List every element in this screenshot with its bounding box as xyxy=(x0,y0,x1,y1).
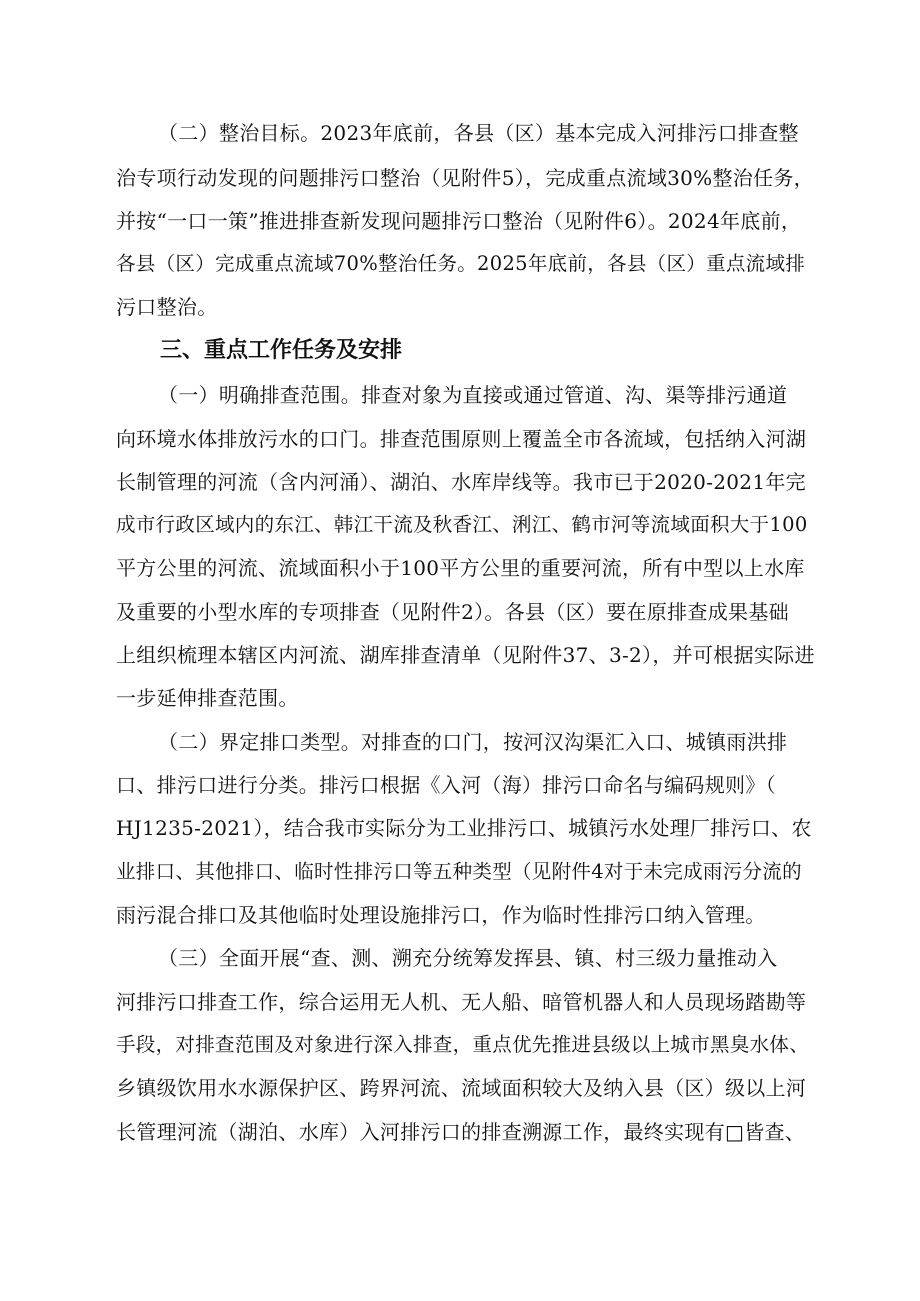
section-heading: 三、重点工作任务及安排 xyxy=(160,338,403,363)
paragraph-line: 雨污混合排口及其他临时处理设施排污口，作为临时性排污口纳入管理。 xyxy=(116,903,766,927)
paragraph-line: 治专项行动发现的问题排污口整治（见附件5），完成重点流域30%整治任务， xyxy=(116,166,814,190)
paragraph-line: 手段，对排查范围及对象进行深入排查，重点优先推进县级以上城市黑臭水体、 xyxy=(116,1033,810,1056)
paragraph-line: 并按“一口一策”推进排查新发现问题排污口整治（见附件6）。2024年底前， xyxy=(116,209,802,233)
paragraph-line: 一步延伸排查范围。 xyxy=(116,686,299,710)
paragraph-line: 上组织梳理本辖区内河流、湖库排查清单（见附件37、3-2），并可根据实际进 xyxy=(116,643,815,667)
paragraph-line: 口、排污口进行分类。排污口根据《入河（海）排污口命名与编码规则》（ xyxy=(116,773,776,797)
paragraph-line: （三）全面开展“查、测、溯充分统筹发挥县、镇、村三级力量推动入 xyxy=(158,946,778,970)
paragraph-line: 向环境水体排放污水的口门。排查范围原则上覆盖全市各流域，包括纳入河湖 xyxy=(116,427,807,451)
paragraph-line: 长制管理的河流（含内河涌）、湖泊、水库岸线等。我市已于2020-2021年完 xyxy=(116,470,806,494)
paragraph-line: 成市行政区域内的东江、韩江干流及秋香江、浰江、鹤市河等流域面积大于100 xyxy=(116,513,808,536)
paragraph-line: （二）整治目标。2023年底前，各县（区）基本完成入河排污口排查整 xyxy=(158,121,799,145)
paragraph-line: 河排污口排查工作，综合运用无人机、无人船、暗管机器人和人员现场踏勘等 xyxy=(116,990,807,1014)
paragraph-line: 各县（区）完成重点流域70%整治任务。2025年底前，各县（区）重点流域排 xyxy=(116,252,806,275)
paragraph-line: （一）明确排查范围。排查对象为直接或通过管道、沟、渠等排污通道 xyxy=(158,383,788,407)
paragraph-line: 长管理河流（湖泊、水库）入河排污口的排查溯源工作，最终实现有□皆查、 xyxy=(116,1120,806,1144)
paragraph-line: 平方公里的河流、流域面积小于100平方公里的重要河流，所有中型以上水库 xyxy=(116,556,805,580)
paragraph-line: 及重要的小型水库的专项排查（见附件2）。各县（区）要在原排查成果基础 xyxy=(116,600,789,624)
paragraph-line: 污口整治。 xyxy=(116,295,218,319)
paragraph-line: （二）界定排口类型。对排查的口门，按河汉沟渠汇入口、城镇雨洪排 xyxy=(158,730,788,754)
paragraph-line: 业排口、其他排口、临时性排污口等五种类型（见附件4对于未完成雨污分流的 xyxy=(116,860,802,883)
paragraph-line: HJ1235-2021），结合我市实际分为工业排污口、城镇污水处理厂排污口、农 xyxy=(116,816,812,840)
paragraph-line: 乡镇级饮用水水源保护区、跨界河流、流域面积较大及纳入县（区）级以上河 xyxy=(116,1076,807,1100)
